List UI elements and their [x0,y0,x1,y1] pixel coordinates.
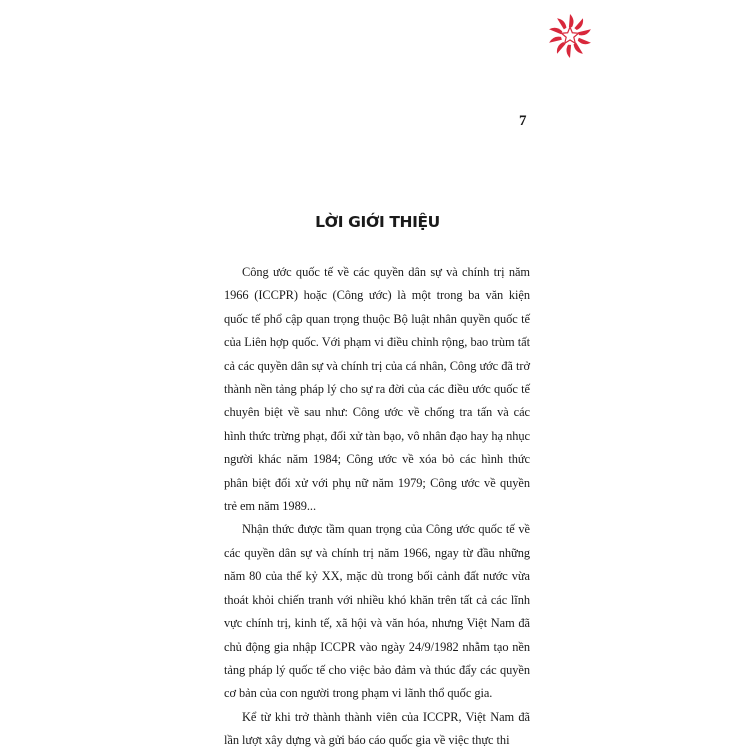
logo-petal [574,43,583,54]
logo-petal [574,18,583,30]
publisher-logo-icon [546,12,594,60]
paragraph: Nhận thức được tầm quan trọng của Công ước quốc tế về các quyền dân sự và chính trị năm 1966, ngay từ đầu những năm 80 của thế kỷ XX, mặc dù trong bối cảnh đất nước vừa thoát khỏi chiến tranh với nhiều khó khăn trên tất cả các lĩnh vực chính trị, kinh tế, xã hội và văn hóa, nhưng Việt Nam đã chủ động gia nhập ICCPR vào ngày 24/9/1982 nhằm tạo nền tảng pháp lý quốc tế cho việc bảo đảm và thúc đẩy các quyền cơ bản của con người trong phạm vi lãnh thổ quốc gia. [224,522,530,701]
logo-petal [578,38,591,44]
logo-petal [557,18,566,29]
chapter-title: LỜI GIỚI THIỆU [315,213,440,231]
logo-petal [569,14,574,27]
paragraph: Công ước quốc tế về các quyền dân sự và chính trị năm 1966 (ICCPR) hoặc (Công ước) là một trong ba văn kiện quốc tế phổ cập quan trọng thuộc Bộ luật nhân quyền quốc tế của Liên hợp quốc. Với phạm vi điều chỉnh rộng, bao trùm tất cả các quyền dân sự và chính trị của cá nhân, Công ước đã trở thành nền tảng pháp lý cho sự ra đời của các điều ước quốc tế chuyên biệt về sau như: Công ước về chống tra tấn và các hình thức trừng phạt, đối xử tàn bạo, vô nhân đạo hay hạ nhục người khác năm 1984; Công ước về xóa bỏ các hình thức phân biệt đối xử với phụ nữ năm 1979; Công ước về quyền trẻ em năm 1989... [224,265,530,514]
body-text [224,261,530,753]
logo-petal [566,45,571,58]
logo-petal [549,28,562,34]
logo-star [561,27,578,43]
logo-petal [578,29,591,35]
page-number: 7 [519,113,527,129]
logo-petal [549,37,562,43]
paragraph: Kể từ khi trở thành thành viên của ICCPR, Việt Nam đã lần lượt xây dựng và gửi báo cáo quốc gia về việc thực thi [224,709,530,748]
